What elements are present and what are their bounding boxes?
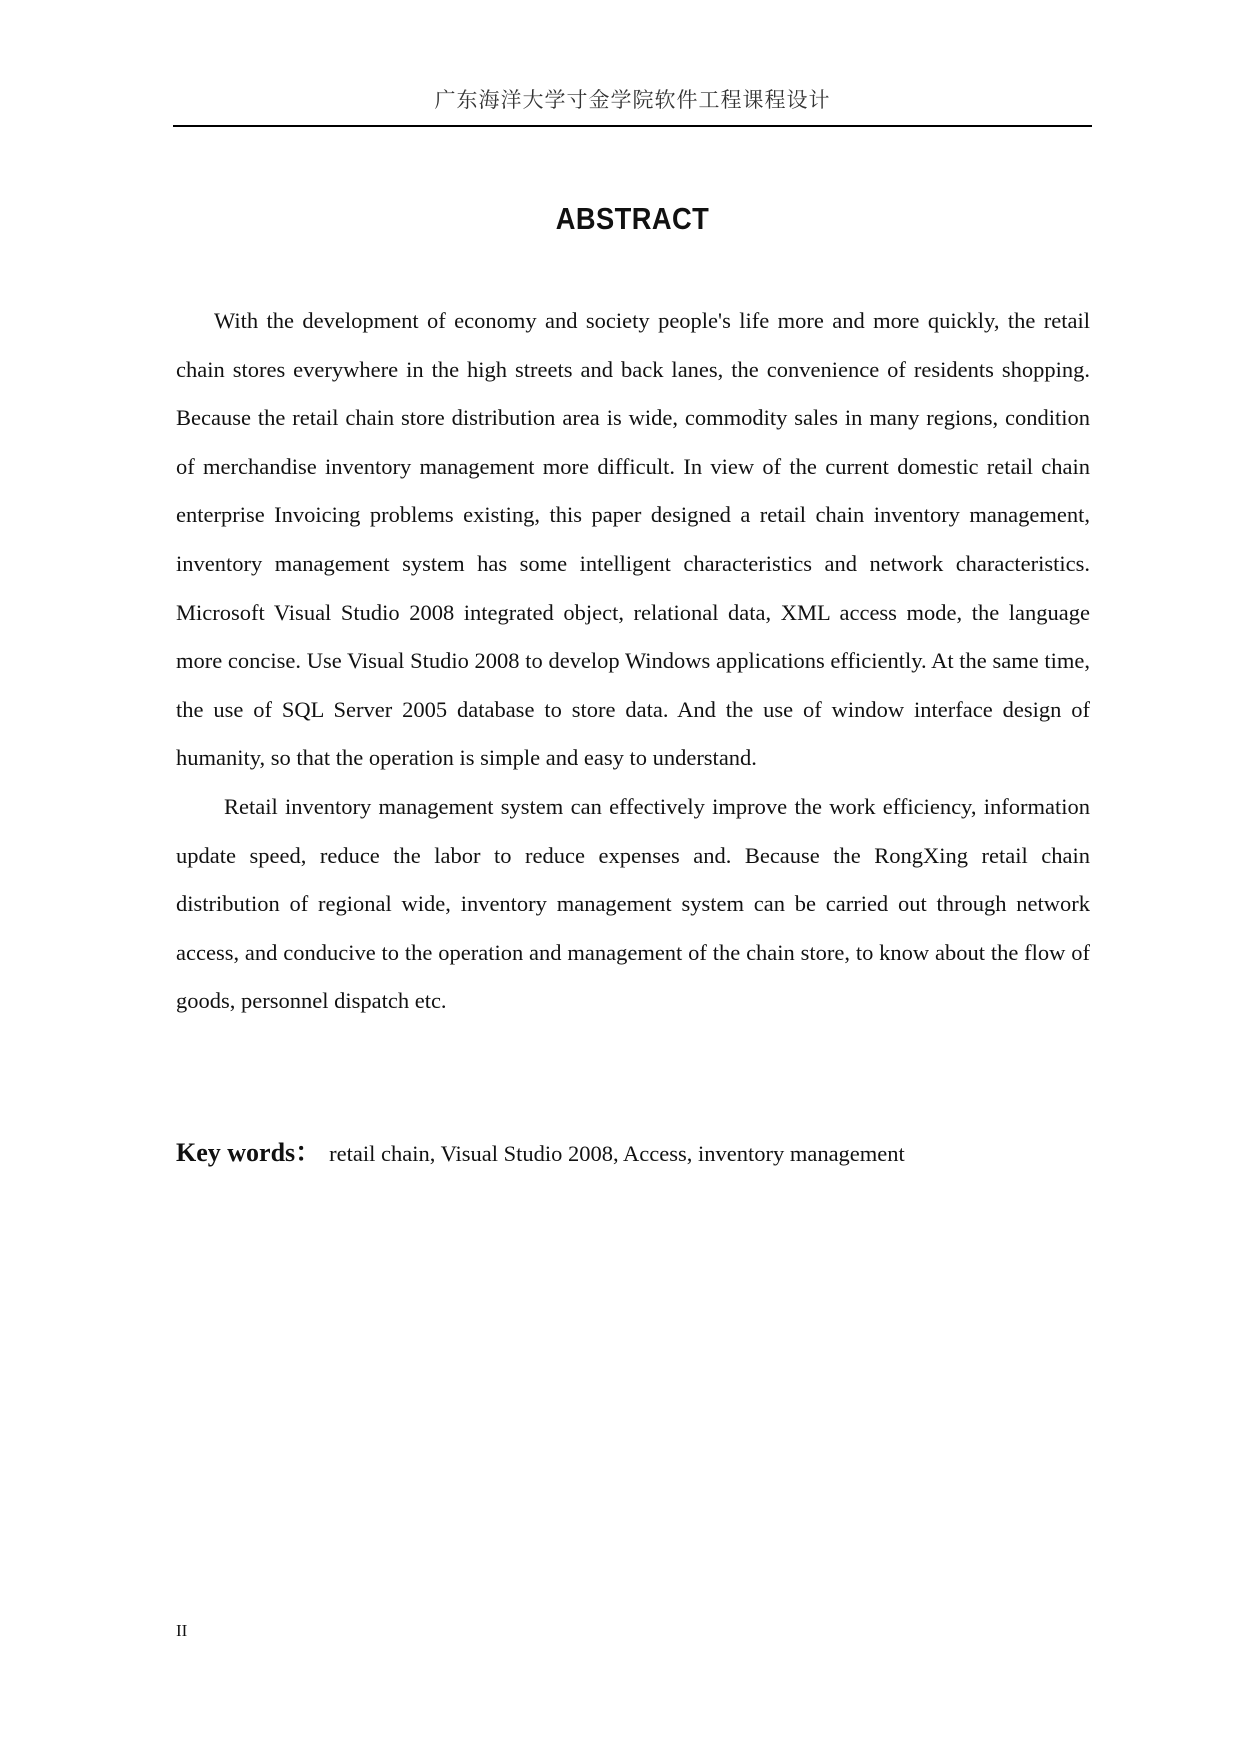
keywords-label: Key words： xyxy=(176,1138,322,1167)
page-number: II xyxy=(176,1621,188,1640)
keywords-text: retail chain, Visual Studio 2008, Access, inventory management xyxy=(329,1141,905,1166)
abstract-title: ABSTRACT xyxy=(555,201,710,236)
running-header: 广东海洋大学寸金学院软件工程课程设计 xyxy=(434,88,831,112)
abstract-paragraph-1: With the development of economy and society people's life more and more quickly, the retail chain stores everywhere in the high streets and back lanes, the convenience of residents shopping. Because the retail chain store distribution area is wide, commodity sales in many regions, condition of merchandise inventory management more difficult. In view of the current domestic retail chain enterprise Invoicing problems existing, this paper designed a retail chain inventory management, inventory management system has some intelligent characteristics and network characteristics. Microsoft Visual Studio 2008 integrated object, relational data, XML access mode, the language more concise. Use Visual Studio 2008 to develop Windows applications efficiently. At the same time, the use of SQL Server 2005 database to store data. And the use of window interface design of humanity, so that the operation is simple and easy to understand. xyxy=(176,308,1090,771)
abstract-body xyxy=(176,297,1090,1026)
header-rule xyxy=(173,125,1092,127)
keywords xyxy=(176,1136,1090,1171)
abstract-paragraph-2: Retail inventory management system can effectively improve the work efficiency, information update speed, reduce the labor to reduce expenses and. Because the RongXing retail chain distribution of regional wide, inventory management system can be carried out through network access, and conducive to the operation and management of the chain store, to know about the flow of goods, personnel dispatch etc. xyxy=(176,793,1090,1014)
